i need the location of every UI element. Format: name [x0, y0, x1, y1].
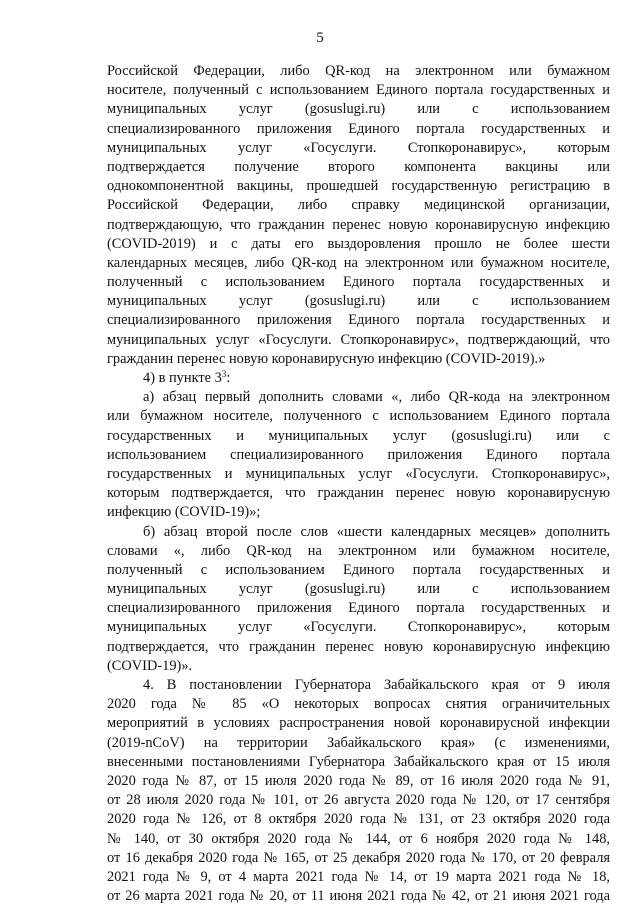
- text-line-content: словами «, либо QR-код на электронном или бумажном носителе,: [107, 542, 610, 559]
- text-line: [107, 523, 610, 542]
- text-line-content: 4. В постановлении Губернатора Забайкальского края от 9 июля: [143, 677, 610, 693]
- text-line-content: полученный с использованием Единого портала государственных и: [107, 561, 610, 578]
- text-line-content: муниципальных услуг (gosuslugi.ru) или с использованием: [107, 101, 610, 118]
- text-line: [107, 695, 610, 714]
- text-line-content: муниципальных услуг (gosuslugi.ru) или с использованием: [107, 293, 610, 310]
- text-line-content: подтверждается получение второго компонента вакцины или: [107, 158, 610, 175]
- text-line-content: Российской Федерации, либо QR-код на электронном или бумажном: [107, 63, 610, 79]
- text-line-content: (COVID-19)».: [107, 657, 193, 674]
- text-line-content: специализированного приложения Единого портала государственных и: [107, 600, 610, 617]
- text-line: [107, 503, 610, 522]
- text-line: [107, 139, 610, 158]
- text-line-content: 2021 года № 9, от 4 марта 2021 года № 14, от 19 марта 2021 года № 18,: [107, 868, 610, 885]
- text-line-content: однокомпонентной вакцины, прошедшей государственную регистрацию в: [107, 178, 610, 195]
- text-line: [107, 388, 610, 407]
- text-line: [107, 638, 610, 657]
- text-line-content: носителе, полученный с использованием Единого портала государственных и: [107, 82, 610, 99]
- text-line: [107, 254, 610, 273]
- text-line-content: государственных и муниципальных услуг «Госуслуги. Стопкоронавирус»,: [107, 465, 610, 482]
- text-line-content: 4) в пункте 3: [143, 370, 222, 386]
- text-line: [107, 273, 610, 292]
- text-line-content: календарных месяцев, либо QR-код на электронном или бумажном носителе,: [107, 254, 610, 271]
- text-line-content: муниципальных услуг «Госуслуги. Стопкоронавирус», которым: [107, 139, 610, 156]
- text-line: [107, 158, 610, 177]
- text-line: [107, 734, 610, 753]
- text-line-content: (2019-nCoV) на территории Забайкальского края» (с изменениями,: [107, 734, 610, 751]
- text-line: [107, 216, 610, 235]
- text-line-content: инфекцию (COVID-19)»;: [107, 504, 261, 521]
- text-line: [107, 830, 610, 849]
- text-line-content: или бумажном носителе, полученного с использованием Единого портала: [107, 408, 610, 425]
- superscript: 3: [221, 369, 227, 379]
- document-body: [107, 62, 610, 906]
- text-line: [107, 561, 610, 580]
- text-line-content: подтверждается, что гражданин перенес новую коронавирусную инфекцию: [107, 638, 610, 655]
- text-line: [107, 427, 610, 446]
- text-line-content: муниципальных услуг «Госуслуги. Стопкоронавирус», подтверждающий, что: [107, 331, 610, 348]
- text-line-content: мероприятий в условиях распространения новой коронавирусной инфекции: [107, 715, 610, 732]
- text-line-content: подтверждающую, что гражданин перенес новую коронавирусную инфекцию: [107, 216, 610, 233]
- text-line: [107, 81, 610, 100]
- text-line: [107, 235, 610, 254]
- text-line: [107, 369, 610, 388]
- text-line-content: специализированного приложения Единого портала государственных и: [107, 312, 610, 329]
- text-line: [107, 331, 610, 350]
- text-line: [107, 772, 610, 791]
- text-line: [107, 311, 610, 330]
- text-line-content: от 28 июля 2020 года № 101, от 26 августа 2020 года № 120, от 17 сентября: [107, 792, 610, 809]
- text-line: [107, 542, 610, 561]
- text-line: [107, 446, 610, 465]
- text-line: [107, 292, 610, 311]
- text-line: [107, 657, 610, 676]
- text-line: [107, 753, 610, 772]
- text-line: [107, 465, 610, 484]
- text-line: [107, 407, 610, 426]
- text-line: [107, 177, 610, 196]
- text-line-content: муниципальных услуг «Госуслуги. Стопкоронавирус», которым: [107, 619, 610, 636]
- text-line: [107, 791, 610, 810]
- text-line-content: специализированного приложения Единого портала государственных и: [107, 120, 610, 137]
- text-line-content: от 26 марта 2021 года № 20, от 11 июня 2021 года № 42, от 21 июня 2021 года: [107, 888, 610, 905]
- text-line-content: которым подтверждается, что гражданин перенес новую коронавирусную: [107, 485, 610, 502]
- text-line: [107, 484, 610, 503]
- text-line-suffix: :: [226, 370, 231, 386]
- text-line: [107, 196, 610, 215]
- text-line: [107, 580, 610, 599]
- text-line: [107, 676, 610, 695]
- text-line-content: 2020 года № 126, от 8 октября 2020 года № 131, от 23 октября 2020 года: [107, 811, 610, 828]
- text-line-content: а) абзац первый дополнить словами «, либо QR-кода на электронном: [143, 389, 610, 406]
- text-line: [107, 714, 610, 733]
- text-line-content: 2020 года № 87, от 15 июля 2020 года № 89, от 16 июля 2020 года № 91,: [107, 772, 610, 789]
- text-line-content: № 140, от 30 октября 2020 года № 144, от 6 ноября 2020 года № 148,: [107, 830, 610, 847]
- text-line-content: внесенными постановлениями Губернатора Забайкальского края от 15 июля: [107, 753, 610, 770]
- text-line: [107, 618, 610, 637]
- text-line-content: гражданин перенес новую коронавирусную инфекцию (COVID-2019).»: [107, 350, 546, 367]
- text-line-content: от 16 декабря 2020 года № 165, от 25 декабря 2020 года № 170, от 20 февраля: [107, 849, 610, 866]
- text-line: [107, 100, 610, 119]
- text-line-content: б) абзац второй после слов «шести календарных месяцев» дополнить: [143, 523, 610, 540]
- text-line-content: использованием специализированного приложения Единого портала: [107, 446, 610, 463]
- text-line-content: Российской Федерации, либо справку медицинской организации,: [107, 197, 610, 214]
- text-line: [107, 849, 610, 868]
- text-line: [107, 350, 610, 369]
- text-line-content: государственных и муниципальных услуг (gosuslugi.ru) или с: [107, 427, 610, 444]
- text-line: [107, 62, 610, 81]
- text-line-content: 2020 года № 85 «О некоторых вопросах снятия ограничительных: [107, 696, 610, 713]
- text-line: [107, 810, 610, 829]
- text-line-content: (COVID-2019) и с даты его выздоровления прошло не более шести: [107, 235, 610, 252]
- text-line-content: муниципальных услуг (gosuslugi.ru) или с использованием: [107, 581, 610, 598]
- text-line: [107, 887, 610, 906]
- page-number: 5: [316, 30, 324, 46]
- text-line-content: полученный с использованием Единого портала государственных и: [107, 274, 610, 291]
- text-line: [107, 868, 610, 887]
- text-line: [107, 120, 610, 139]
- text-line: [107, 599, 610, 618]
